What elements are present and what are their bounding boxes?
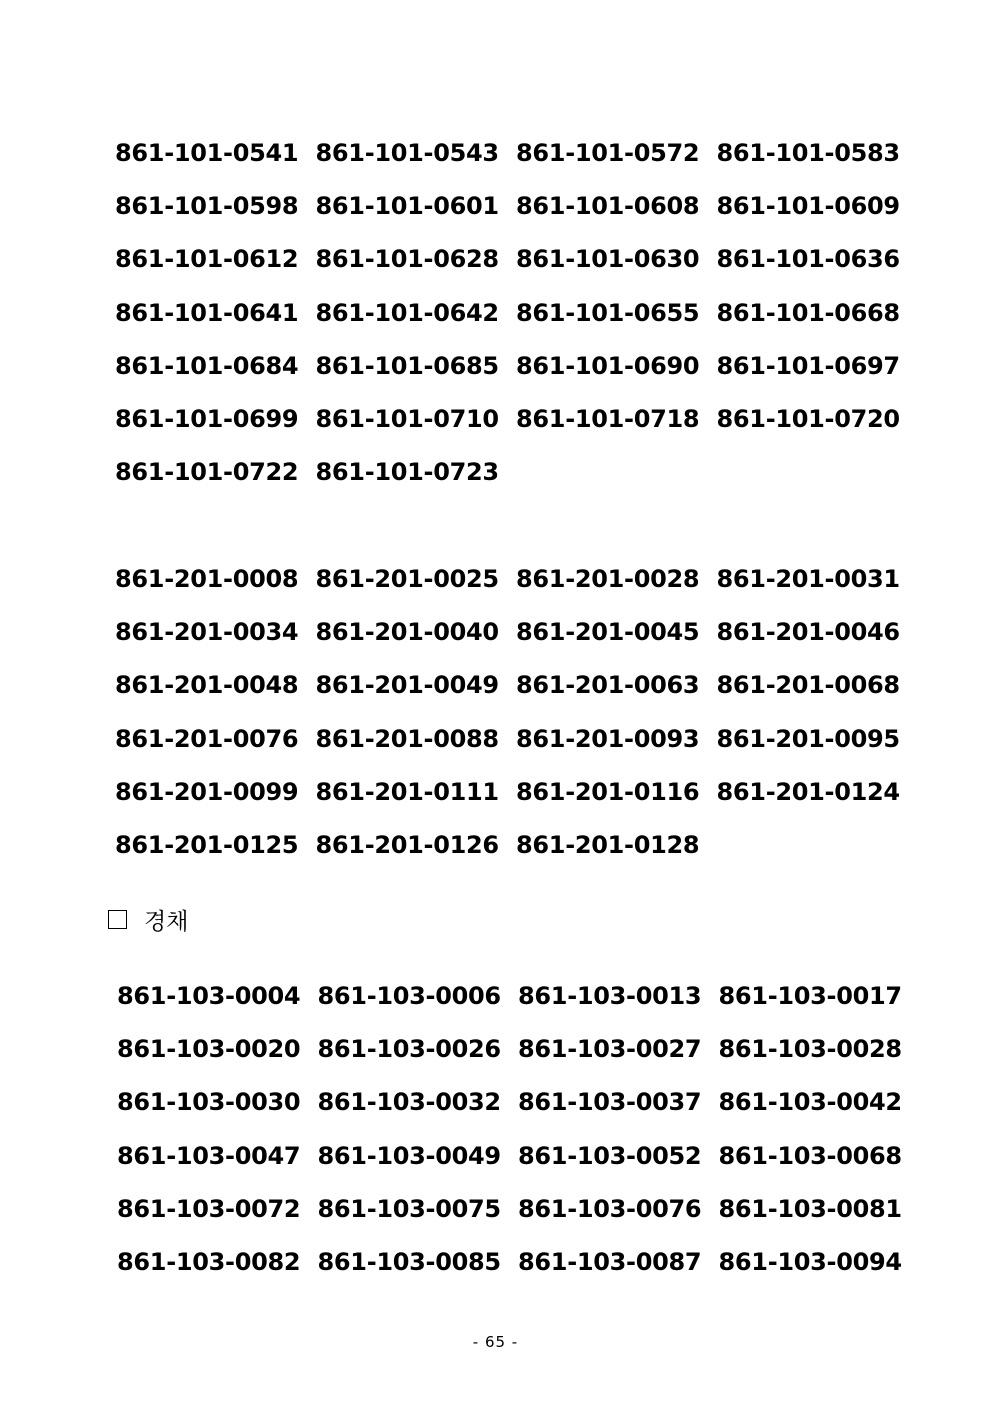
code-item: 861-201-0068 [716, 671, 900, 700]
code-item: 861-101-0720 [716, 405, 900, 434]
code-item: 861-103-0037 [518, 1088, 702, 1117]
code-item: 861-101-0609 [716, 192, 900, 221]
code-item: 861-101-0699 [115, 405, 299, 434]
page-number: - 65 - [472, 1333, 519, 1351]
code-item: 861-103-0076 [518, 1194, 702, 1223]
code-item: 861-201-0046 [716, 618, 900, 647]
code-item: 861-201-0048 [115, 671, 299, 700]
code-item: 861-101-0697 [716, 351, 900, 380]
code-item: 861-201-0099 [115, 777, 299, 806]
code-item: 861-101-0655 [516, 298, 700, 327]
code-item: 861-101-0718 [516, 405, 700, 434]
section-heading-label: 경채 [144, 908, 189, 935]
code-item: 861-103-0027 [518, 1035, 702, 1064]
code-item: 861-101-0722 [115, 458, 299, 487]
code-item: 861-103-0006 [317, 982, 501, 1011]
code-item: 861-201-0126 [315, 831, 499, 860]
code-item: 861-103-0042 [718, 1088, 902, 1117]
code-item: 861-201-0128 [516, 831, 700, 860]
code-item: 861-103-0075 [317, 1194, 501, 1223]
code-item: 861-103-0072 [117, 1194, 301, 1223]
code-item: 861-201-0045 [516, 618, 700, 647]
code-item: 861-201-0031 [716, 565, 900, 594]
code-item: 861-103-0087 [518, 1248, 702, 1277]
code-item: 861-103-0020 [117, 1035, 301, 1064]
code-item: 861-103-0026 [317, 1035, 501, 1064]
code-item: 861-201-0088 [315, 724, 499, 753]
code-item: 861-103-0081 [718, 1194, 902, 1223]
code-item: 861-101-0636 [716, 245, 900, 274]
code-item: 861-103-0032 [317, 1088, 501, 1117]
code-item: 861-101-0710 [315, 405, 499, 434]
code-item: 861-101-0630 [516, 245, 700, 274]
code-item: 861-103-0068 [718, 1141, 902, 1170]
code-item: 861-101-0598 [115, 192, 299, 221]
code-item: 861-103-0004 [117, 982, 301, 1011]
code-item: 861-101-0685 [315, 351, 499, 380]
code-item: 861-103-0049 [317, 1141, 501, 1170]
code-item: 861-201-0049 [315, 671, 499, 700]
code-item: 861-101-0684 [115, 351, 299, 380]
code-item: 861-101-0628 [315, 245, 499, 274]
code-item: 861-201-0008 [115, 565, 299, 594]
code-item: 861-201-0124 [716, 777, 900, 806]
code-item: 861-101-0642 [315, 298, 499, 327]
code-item: 861-201-0111 [315, 777, 499, 806]
code-item: 861-101-0612 [115, 245, 299, 274]
code-list-group-3 [117, 970, 919, 1289]
section-heading [108, 902, 188, 936]
code-item: 861-201-0093 [516, 724, 700, 753]
code-list-group-1 [115, 127, 917, 499]
code-item: 861-101-0572 [516, 139, 700, 168]
code-item: 861-201-0025 [315, 565, 499, 594]
code-item: 861-101-0723 [315, 458, 499, 487]
code-item: 861-101-0668 [716, 298, 900, 327]
code-item: 861-101-0690 [516, 351, 700, 380]
code-item: 861-103-0013 [518, 982, 702, 1011]
code-item: 861-201-0028 [516, 565, 700, 594]
code-item: 861-201-0034 [115, 618, 299, 647]
code-item: 861-103-0052 [518, 1141, 702, 1170]
code-item: 861-101-0541 [115, 139, 299, 168]
code-item: 861-201-0125 [115, 831, 299, 860]
code-item: 861-103-0094 [718, 1248, 902, 1277]
code-item: 861-103-0085 [317, 1248, 501, 1277]
code-item: 861-201-0063 [516, 671, 700, 700]
code-item: 861-101-0608 [516, 192, 700, 221]
checkbox-icon [108, 910, 127, 929]
code-item: 861-103-0047 [117, 1141, 301, 1170]
code-item: 861-103-0028 [718, 1035, 902, 1064]
code-item: 861-101-0641 [115, 298, 299, 327]
code-item: 861-101-0601 [315, 192, 499, 221]
code-item: 861-103-0082 [117, 1248, 301, 1277]
code-item: 861-101-0543 [315, 139, 499, 168]
code-item: 861-101-0583 [716, 139, 900, 168]
code-item: 861-103-0030 [117, 1088, 301, 1117]
code-item: 861-103-0017 [718, 982, 902, 1011]
code-item: 861-201-0076 [115, 724, 299, 753]
code-item: 861-201-0040 [315, 618, 499, 647]
code-item: 861-201-0116 [516, 777, 700, 806]
code-item: 861-201-0095 [716, 724, 900, 753]
code-list-group-2 [115, 553, 917, 872]
